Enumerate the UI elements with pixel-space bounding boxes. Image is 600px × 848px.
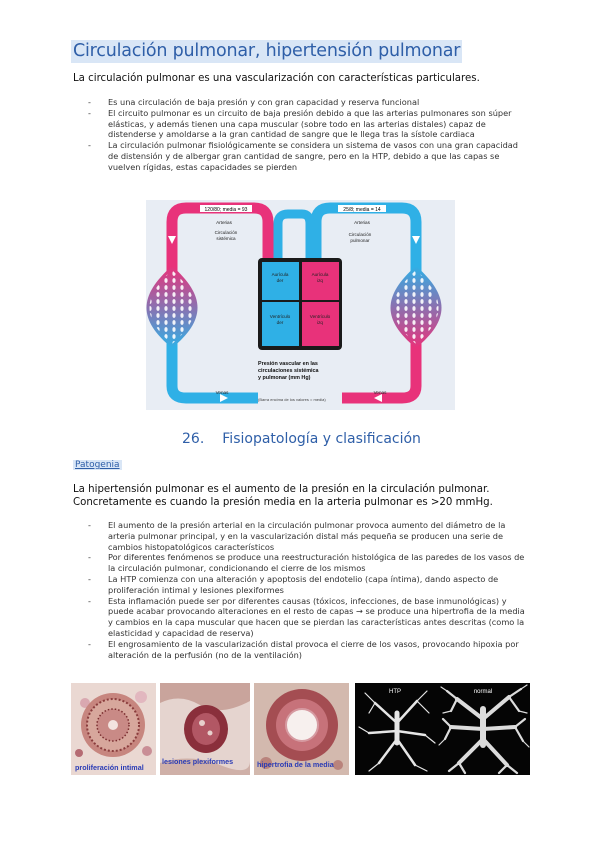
caption-plexiform: lesiones plexiformes: [162, 757, 234, 766]
bullet-list-1: [88, 97, 528, 173]
list-item: - El engrosamiento de la vascularización distal provoca el cierre de los vasos, provocando hipoxia por alteración de la perfusión (no de la ventilación): [88, 639, 528, 661]
intro-paragraph: La circulación pulmonar es una vascularización con características particulares.: [73, 73, 480, 84]
auricula-izq-label-1: Aurícula: [311, 272, 329, 277]
venas-right-label: Venas: [373, 390, 387, 395]
diagram-caption-1: Presión vascular en las: [258, 361, 318, 367]
htp-label: HTP: [389, 689, 401, 695]
auricula-der-label-1: Aurícula: [271, 272, 289, 277]
section-title: Fisiopatología y clasificación: [222, 431, 421, 447]
circ-pulmonar-label-2: pulmonar: [350, 238, 370, 243]
arterias-right-label: Arterias: [354, 220, 370, 225]
subheading-patogenia: Patogenia: [75, 460, 120, 470]
ventriculo-der-label-2: der: [276, 320, 284, 325]
circ-sistemica-label-1: Circulación: [214, 230, 238, 235]
arterias-left-label: Arterias: [216, 220, 232, 225]
circulation-diagram: [146, 200, 455, 410]
venas-left-label: Venas: [215, 390, 229, 395]
histology-image-intimal: [71, 683, 156, 775]
right-pressure-label: 25/8; media = 14: [343, 207, 381, 213]
caption-media: hipertrofia de la media: [257, 760, 334, 769]
diagram-caption-2: circulaciones sistémica: [258, 368, 319, 374]
list-item: - Esta inflamación puede ser por diferentes causas (tóxicos, infecciones, de base inmunológicas) y puede acabar provocando alteraciones en el resto de capas → se produce una hipertrofia de la media y cambios en la capa muscular que hacen que se pierdan las características antes descritas (como la elasticidad y capacidad de reserva): [88, 596, 528, 639]
left-pressure-label: 120/80; media = 93: [204, 207, 248, 213]
circ-sistemica-label-2: sistémica: [216, 236, 236, 241]
section-heading: [182, 430, 421, 448]
normal-label: normal: [473, 689, 493, 695]
ventriculo-izq-label-2: izq: [317, 320, 323, 325]
angiography-image: [355, 683, 530, 775]
list-item: - El aumento de la presión arterial en la circulación pulmonar provoca aumento del diámetro de la arteria pulmonar principal, y en la vascularización distal más pequeña se producen una serie de cambios histopatológicos característicos: [88, 520, 528, 552]
list-item: - Es una circulación de baja presión y con gran capacidad y reserva funcional: [88, 97, 528, 108]
list-item: - La circulación pulmonar fisiológicamente se considera un sistema de vasos con una gran capacidad de distensión y de albergar gran cantidad de sangre, pero en la HTP, debido a que las capas se vuelven rígidas, estas capacidades se pierden: [88, 140, 528, 172]
ventriculo-izq-label-1: Ventrículo: [309, 314, 331, 319]
page-title: Circulación pulmonar, hipertensión pulmonar: [73, 41, 461, 61]
caption-intimal: proliferación intimal: [75, 763, 144, 772]
diagram-note: (Barra encima de los valores = media): [258, 397, 326, 402]
bullet-list-2: [88, 520, 528, 660]
circ-pulmonar-label-1: Circulación: [348, 232, 372, 237]
list-item: - El circuito pulmonar es un circuito de baja presión debido a que las arterias pulmonares son súper elásticas, y además tienen una capa muscular (sobre todo en las arterias distales) capaz de distenderse y amoldarse a la gran cantidad de sangre que le llega tras la sístole cardiaca: [88, 108, 528, 140]
list-item: - La HTP comienza con una alteración y apoptosis del endotelio (capa íntima), dando aspecto de proliferación intimal y lesiones plexiformes: [88, 574, 528, 596]
list-item: - Por diferentes fenómenos se produce una reestructuración histológica de las paredes de los vasos de la circulación pulmonar, condicionando el cierre de los mismos: [88, 552, 528, 574]
diagram-caption-3: y pulmonar (mm Hg): [258, 375, 311, 381]
section-number: 26.: [182, 431, 205, 447]
definition-paragraph: La hipertensión pulmonar es el aumento de la presión en la circulación pulmonar. Concretamente es cuando la presión media en la arteria pulmonar es >20 mmHg.: [73, 484, 493, 508]
auricula-der-label-2: der: [276, 278, 284, 283]
auricula-izq-label-2: izq: [317, 278, 323, 283]
ventriculo-der-label-1: Ventrículo: [269, 314, 291, 319]
